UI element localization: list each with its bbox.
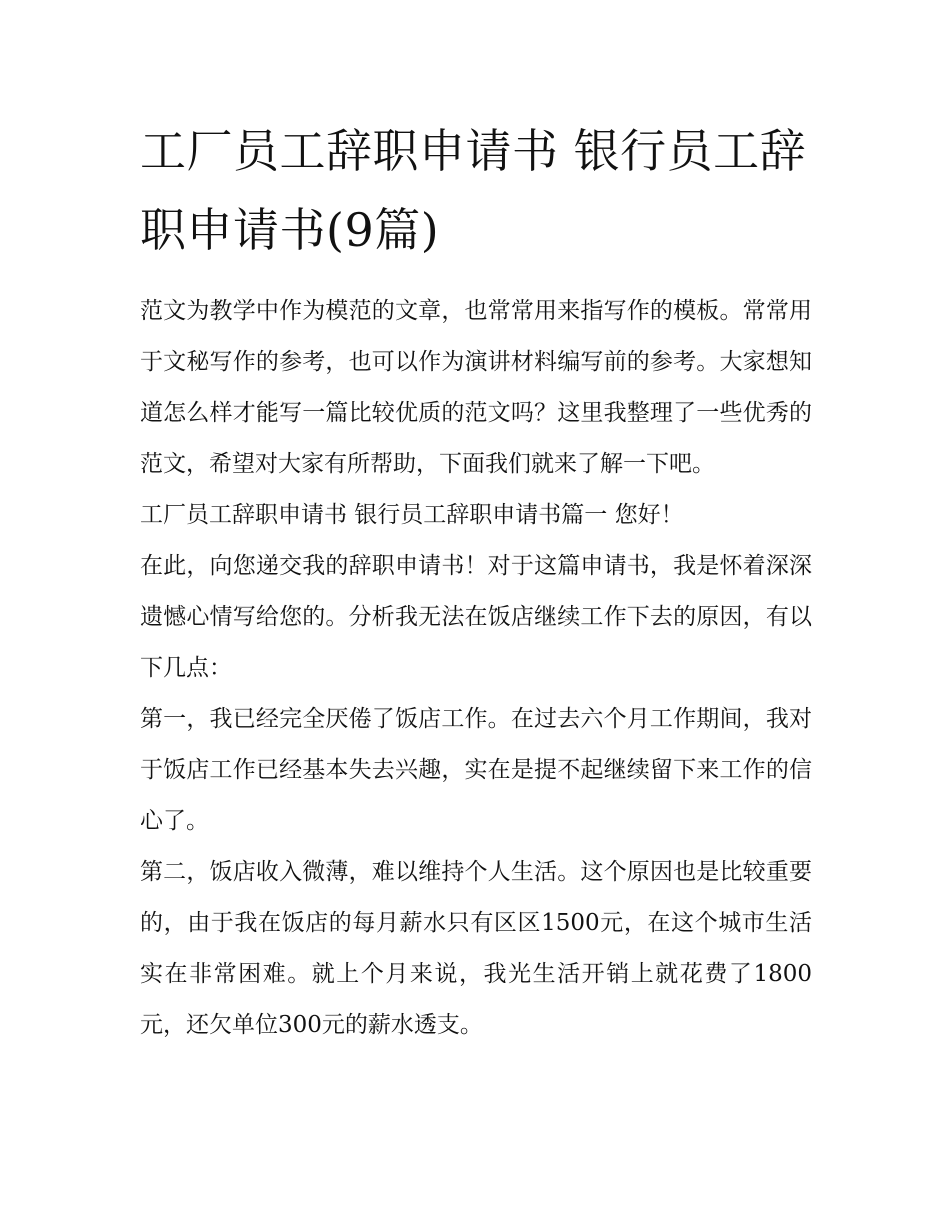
document-title: 工厂员工辞职申请书 银行员工辞职申请书(9篇) <box>140 124 807 257</box>
document-page <box>140 112 812 1051</box>
section-heading: 工厂员工辞职申请书 银行员工辞职申请书篇一 您好！ <box>140 502 684 528</box>
body-paragraph: 第二，饭店收入微薄，难以维持个人生活。这个原因也是比较重要的，由于我在饭店的每月薪水只有区区1500元，在这个城市生活实在非常困难。就上个月来说，我光生活开销上就花费了1800元，还欠单位300元的薪水透支。 <box>140 859 812 1038</box>
body-paragraph: 在此，向您递交我的辞职申请书！对于这篇申请书，我是怀着深深遗憾心情写给您的。分析我无法在饭店继续工作下去的原因，有以下几点： <box>140 553 812 681</box>
intro-paragraph: 范文为教学中作为模范的文章，也常常用来指写作的模板。常常用于文秘写作的参考，也可以作为演讲材料编写前的参考。大家想知道怎么样才能写一篇比较优质的范文吗？这里我整理了一些优秀的范文，希望对大家有所帮助，下面我们就来了解一下吧。 <box>140 298 812 477</box>
body-paragraph: 第一，我已经完全厌倦了饭店工作。在过去六个月工作期间，我对于饭店工作已经基本失去兴趣，实在是提不起继续留下来工作的信心了。 <box>140 706 812 834</box>
